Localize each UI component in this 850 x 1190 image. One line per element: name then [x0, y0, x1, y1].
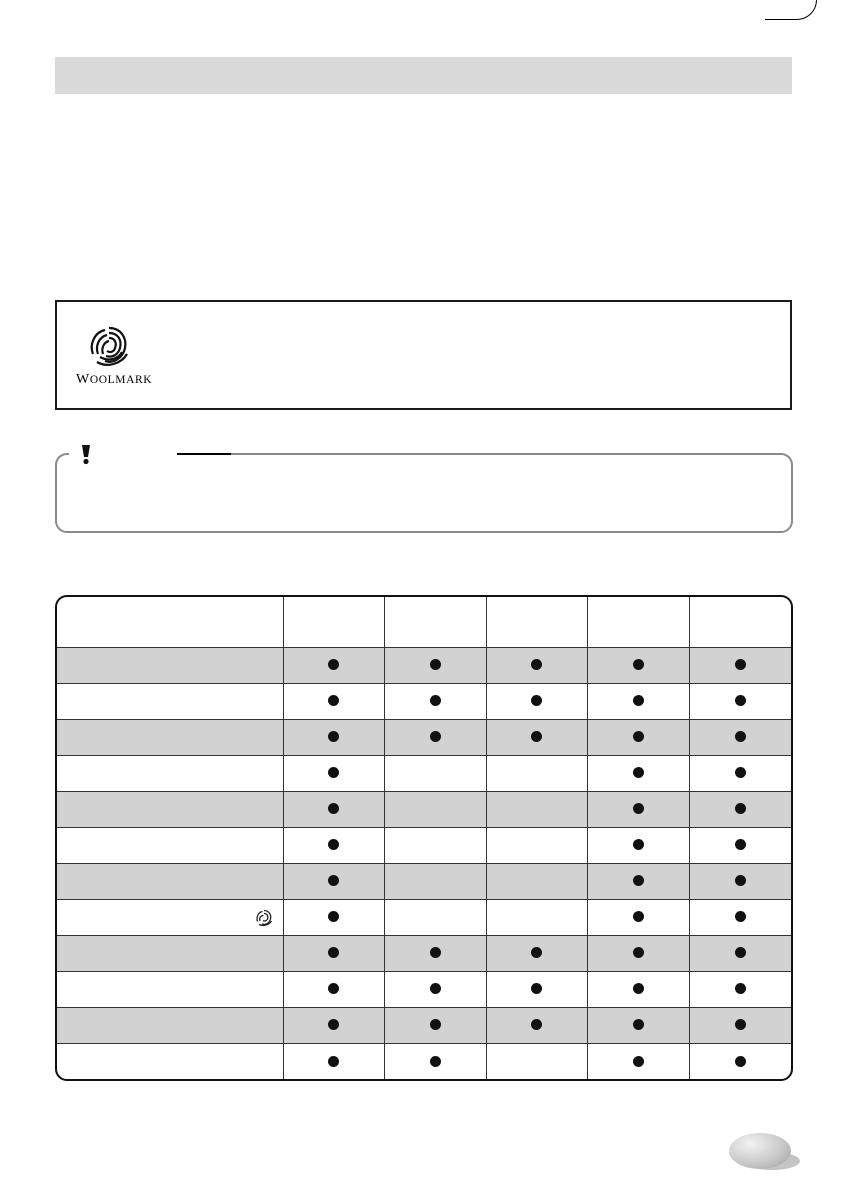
dot-marker [430, 983, 441, 994]
table-cell [689, 899, 791, 935]
dot-marker [430, 1019, 441, 1030]
table-cell [486, 971, 588, 1007]
dot-marker [328, 911, 339, 922]
table-header-cell [689, 597, 791, 647]
table-cell [385, 719, 487, 755]
row-label [57, 647, 283, 683]
row-label [57, 935, 283, 971]
table-cell [588, 755, 690, 791]
table-cell [588, 791, 690, 827]
table-cell [689, 755, 791, 791]
dot-marker [735, 875, 746, 886]
dot-marker [430, 731, 441, 742]
table-cell [486, 827, 588, 863]
dot-marker [328, 1056, 339, 1067]
row-label [57, 755, 283, 791]
dot-marker [633, 659, 644, 670]
table-row [57, 647, 791, 683]
table-cell [588, 1043, 690, 1079]
row-label [57, 899, 283, 935]
table-cell [588, 1007, 690, 1043]
table-cell [689, 971, 791, 1007]
note-box [55, 453, 793, 533]
table-cell [385, 683, 487, 719]
table-row [57, 1007, 791, 1043]
dot-marker [633, 1056, 644, 1067]
table-cell [689, 827, 791, 863]
table-row [57, 935, 791, 971]
dot-marker [735, 1019, 746, 1030]
dot-marker [735, 803, 746, 814]
table-cell [283, 1007, 385, 1043]
dot-marker [328, 695, 339, 706]
table-cell [385, 1007, 487, 1043]
dot-marker [531, 731, 542, 742]
dot-marker [633, 911, 644, 922]
table-cell [283, 719, 385, 755]
dot-marker [633, 947, 644, 958]
table-header-cell [486, 597, 588, 647]
dot-marker [633, 731, 644, 742]
section-header-bar [55, 57, 792, 94]
table-cell [283, 899, 385, 935]
dot-marker [531, 1019, 542, 1030]
table-cell [588, 647, 690, 683]
table-cell [283, 755, 385, 791]
table-cell [283, 971, 385, 1007]
table-cell [486, 791, 588, 827]
table-cell [283, 1043, 385, 1079]
table-cell [588, 899, 690, 935]
program-table [55, 595, 793, 1081]
table-cell [486, 1043, 588, 1079]
dot-marker [633, 695, 644, 706]
row-label [57, 791, 283, 827]
dot-marker [633, 767, 644, 778]
table-cell [283, 791, 385, 827]
table-cell [486, 863, 588, 899]
table-cell [385, 791, 487, 827]
table-row [57, 755, 791, 791]
table-cell [283, 683, 385, 719]
table-cell [588, 719, 690, 755]
woolmark-icon [255, 909, 273, 927]
dot-marker [328, 767, 339, 778]
table-cell [588, 971, 690, 1007]
table-cell [385, 647, 487, 683]
dot-marker [531, 983, 542, 994]
dot-marker [633, 839, 644, 850]
table-row [57, 863, 791, 899]
dot-marker [735, 911, 746, 922]
table-row [57, 719, 791, 755]
dot-marker [328, 983, 339, 994]
dot-marker [735, 695, 746, 706]
row-label [57, 1043, 283, 1079]
dot-marker [735, 839, 746, 850]
dot-marker [430, 1056, 441, 1067]
table-row [57, 791, 791, 827]
table-cell [283, 863, 385, 899]
table-cell [689, 1007, 791, 1043]
table-cell [486, 1007, 588, 1043]
table-cell [486, 899, 588, 935]
table-cell [283, 935, 385, 971]
table-cell [385, 1043, 487, 1079]
table-cell [283, 827, 385, 863]
dot-marker [735, 767, 746, 778]
table-row [57, 1043, 791, 1079]
table-cell [486, 683, 588, 719]
dot-marker [735, 983, 746, 994]
dot-marker [531, 695, 542, 706]
table-cell [486, 755, 588, 791]
woolmark-logo-icon [87, 324, 131, 368]
table-cell [588, 683, 690, 719]
exclamation-icon [73, 441, 99, 467]
row-label [57, 1007, 283, 1043]
table-cell [486, 719, 588, 755]
row-label [57, 863, 283, 899]
dot-marker [430, 947, 441, 958]
dot-marker [735, 947, 746, 958]
dot-marker [633, 1019, 644, 1030]
table-cell [486, 935, 588, 971]
row-label [57, 719, 283, 755]
table-header-cell [588, 597, 690, 647]
table-header-label [57, 597, 283, 647]
dot-marker [328, 731, 339, 742]
table-cell [385, 899, 487, 935]
table-cell [689, 719, 791, 755]
dot-marker [328, 947, 339, 958]
note-title-underline [177, 453, 231, 455]
table-row [57, 683, 791, 719]
dot-marker [328, 839, 339, 850]
woolmark-wordmark: WOOLMARK [76, 372, 153, 387]
table-cell [385, 755, 487, 791]
table-cell [385, 971, 487, 1007]
dot-marker [735, 659, 746, 670]
table-cell [689, 863, 791, 899]
page-number-badge [729, 1133, 791, 1169]
row-label [57, 971, 283, 1007]
dot-marker [735, 1056, 746, 1067]
dot-marker [735, 731, 746, 742]
table-cell [689, 647, 791, 683]
dot-marker [531, 947, 542, 958]
table-row [57, 971, 791, 1007]
dot-marker [328, 659, 339, 670]
table-cell [283, 647, 385, 683]
table-cell [588, 827, 690, 863]
dot-marker [430, 659, 441, 670]
table-cell [689, 683, 791, 719]
table-cell [689, 935, 791, 971]
table-cell [588, 863, 690, 899]
table-row [57, 899, 791, 935]
dot-marker [633, 803, 644, 814]
corner-crop-mark [765, 0, 817, 20]
dot-marker [430, 695, 441, 706]
table-cell [588, 935, 690, 971]
row-label [57, 827, 283, 863]
table-cell [385, 827, 487, 863]
row-label [57, 683, 283, 719]
table-row [57, 827, 791, 863]
woolmark-info-box [55, 300, 792, 410]
table-cell [385, 935, 487, 971]
dot-marker [633, 983, 644, 994]
dot-marker [328, 803, 339, 814]
dot-marker [328, 1019, 339, 1030]
table-cell [689, 1043, 791, 1079]
dot-marker [328, 875, 339, 886]
table-header-cell [283, 597, 385, 647]
table-cell [689, 791, 791, 827]
table-cell [486, 647, 588, 683]
dot-marker [633, 875, 644, 886]
table-cell [385, 863, 487, 899]
table-header-row [57, 597, 791, 647]
table-header-cell [385, 597, 487, 647]
dot-marker [531, 659, 542, 670]
